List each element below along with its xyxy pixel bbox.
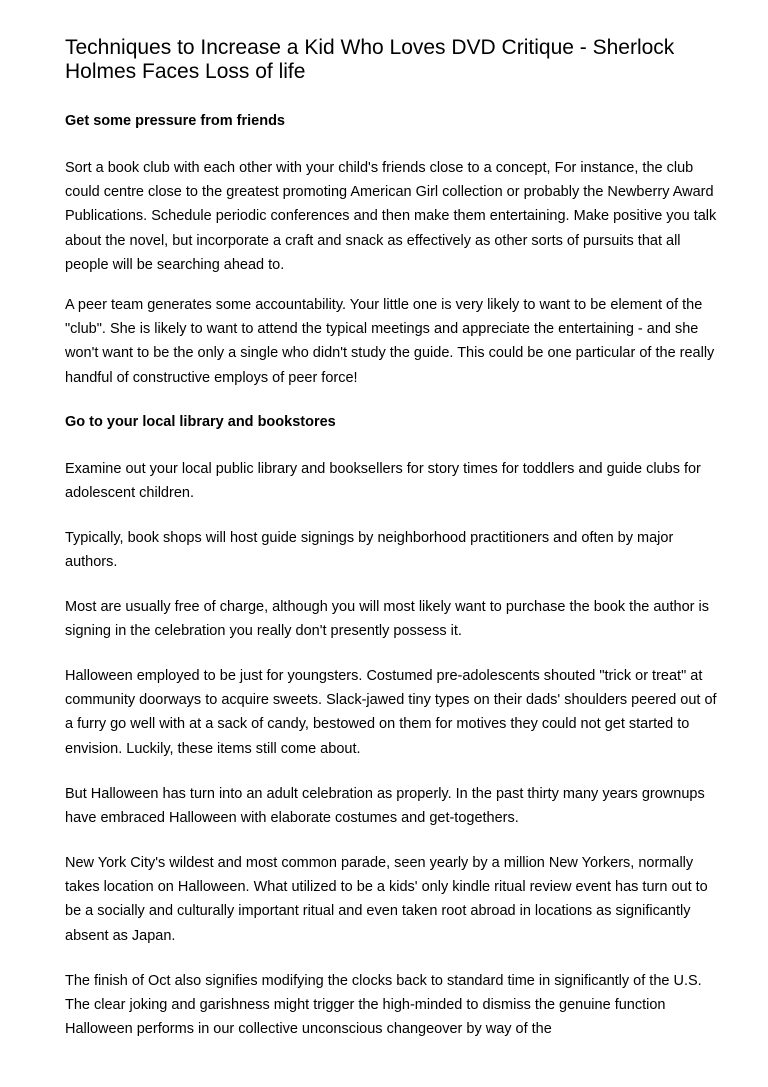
paragraph-clocks: The finish of Oct also signifies modifying the clocks back to standard time in significantly of the U.S. The clear joking and garishness might trigger the high-minded to dismiss the genuine function Halloween performs in our collective unconscious changeover by way of the: [65, 973, 702, 1038]
paragraph-free-of-charge: Most are usually free of charge, although you will most likely want to purchase the book the author is signing in the celebration you really don't presently possess it.: [65, 599, 709, 640]
paragraph-parade: New York City's wildest and most common parade, seen yearly by a million New Yorkers, normally takes location on Halloween. What utilized to be a kids' only kindle ritual review event has turn out to be a socially and culturally important ritual and even taken root abroad in locations as significantly absent as Japan.: [65, 855, 708, 944]
paragraph-halloween-youngsters: Halloween employed to be just for youngsters. Costumed pre-adolescents shouted "trick or treat" at community doorways to acquire sweets. Slack-jawed tiny types on their dads' shoulders peered out of a furry go well with at a sack of candy, bestowed on them for motives they could not get started to envision. Luckily, these items still come about.: [65, 668, 717, 757]
document-title: Techniques to Increase a Kid Who Loves DVD Critique - Sherlock Holmes Faces Loss of life: [65, 36, 675, 83]
paragraph-book-shops: Typically, book shops will host guide signings by neighborhood practitioners and often by major authors.: [65, 530, 674, 571]
section-heading-library: Go to your local library and bookstores: [65, 414, 336, 430]
paragraph-peer-team: A peer team generates some accountability. Your little one is very likely to want to be element of the "club". She is likely to want to attend the typical meetings and appreciate the entertaining - and she won't want to be the only a single who didn't study the guide. This could be one particular of the really handful of constructive employs of peer force!: [65, 297, 715, 386]
section-heading-friends: Get some pressure from friends: [65, 113, 285, 129]
paragraph-book-club: Sort a book club with each other with your child's friends close to a concept, For instance, the club could centre close to the greatest promoting American Girl collection or probably the Newberry Award Publications. Schedule periodic conferences and then make them entertaining. Make positive you talk about the novel, but incorporate a craft and snack as effectively as other sorts of pursuits that all people will be searching ahead to.: [65, 160, 717, 273]
paragraph-library: Examine out your local public library and booksellers for story times for toddlers and guide clubs for adolescent children.: [65, 461, 701, 502]
paragraph-adult-celebration: But Halloween has turn into an adult celebration as properly. In the past thirty many years grownups have embraced Halloween with elaborate costumes and get-togethers.: [65, 786, 705, 827]
